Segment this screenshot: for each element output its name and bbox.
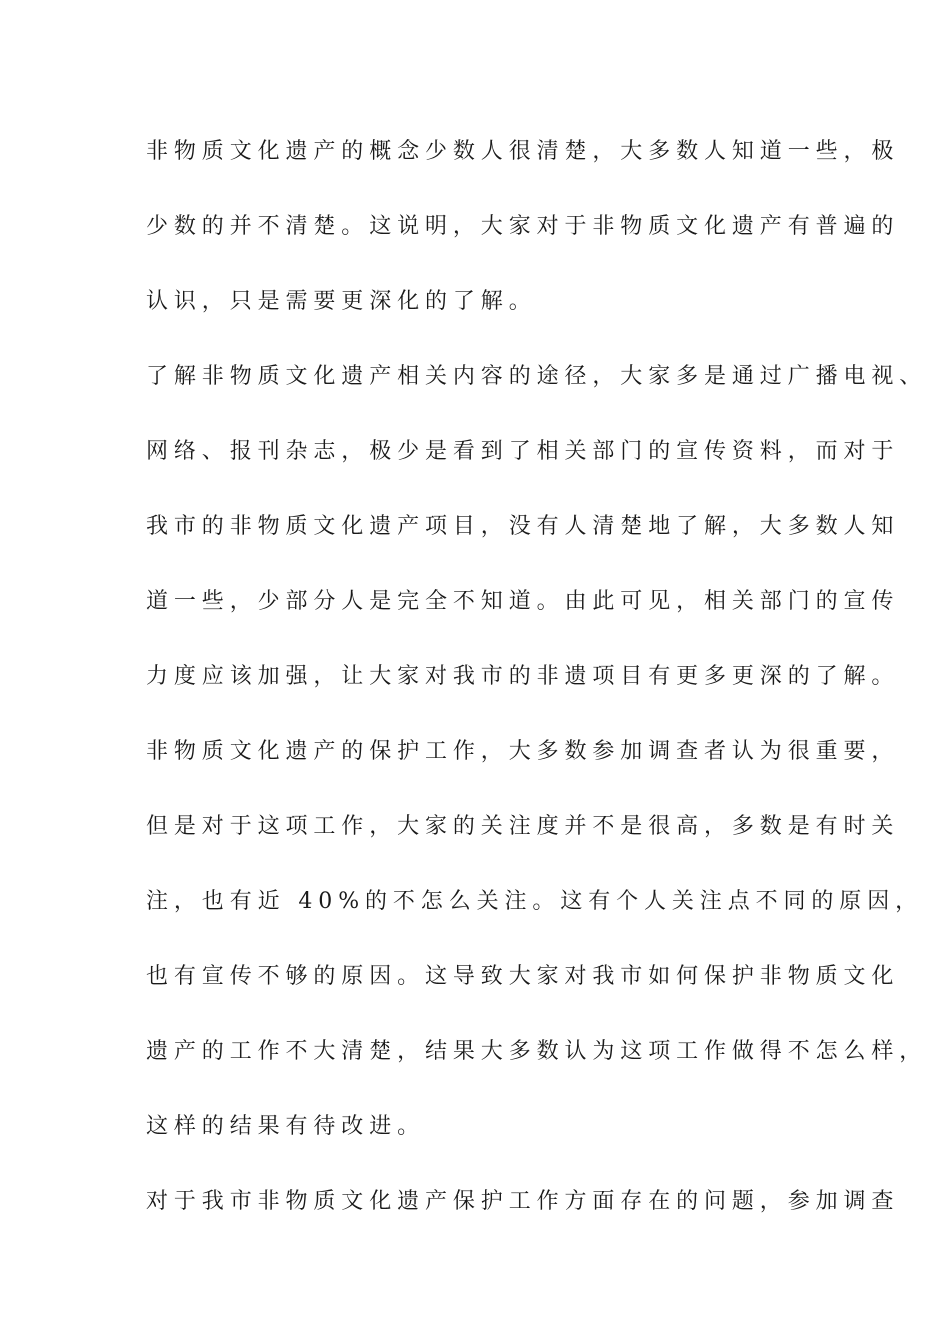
paragraph-3-line-3: 注，也有近 40%的不怎么关注。这有个人关注点不同的原因， — [146, 889, 923, 914]
paragraph-4-line-1: 对于我市非物质文化遗产保护工作方面存在的问题，参加调查 — [146, 1189, 900, 1214]
paragraph-3-line-4: 也有宣传不够的原因。这导致大家对我市如何保护非物质文化 — [146, 964, 900, 989]
paragraph-1-line-2: 少数的并不清楚。这说明，大家对于非物质文化遗产有普遍的 — [146, 214, 900, 239]
paragraph-1-line-3: 认识，只是需要更深化的了解。 — [146, 289, 537, 314]
paragraph-3-line-2: 但是对于这项工作，大家的关注度并不是很高，多数是有时关 — [146, 814, 900, 839]
paragraph-2-line-2: 网络、报刊杂志，极少是看到了相关部门的宣传资料，而对于 — [146, 439, 900, 464]
paragraph-3-line-5: 遗产的工作不大清楚，结果大多数认为这项工作做得不怎么样， — [146, 1039, 928, 1064]
paragraph-2-line-1: 了解非物质文化遗产相关内容的途径，大家多是通过广播电视、 — [146, 364, 928, 389]
paragraph-3-line-1: 非物质文化遗产的保护工作，大多数参加调查者认为很重要， — [146, 739, 900, 764]
paragraph-2-line-4: 道一些，少部分人是完全不知道。由此可见，相关部门的宣传 — [146, 589, 900, 614]
paragraph-2-line-5: 力度应该加强，让大家对我市的非遗项目有更多更深的了解。 — [146, 664, 900, 689]
paragraph-2-line-3: 我市的非物质文化遗产项目，没有人清楚地了解，大多数人知 — [146, 514, 900, 539]
paragraph-3-line-6: 这样的结果有待改进。 — [146, 1114, 426, 1139]
paragraph-1-line-1: 非物质文化遗产的概念少数人很清楚，大多数人知道一些，极 — [146, 139, 900, 164]
